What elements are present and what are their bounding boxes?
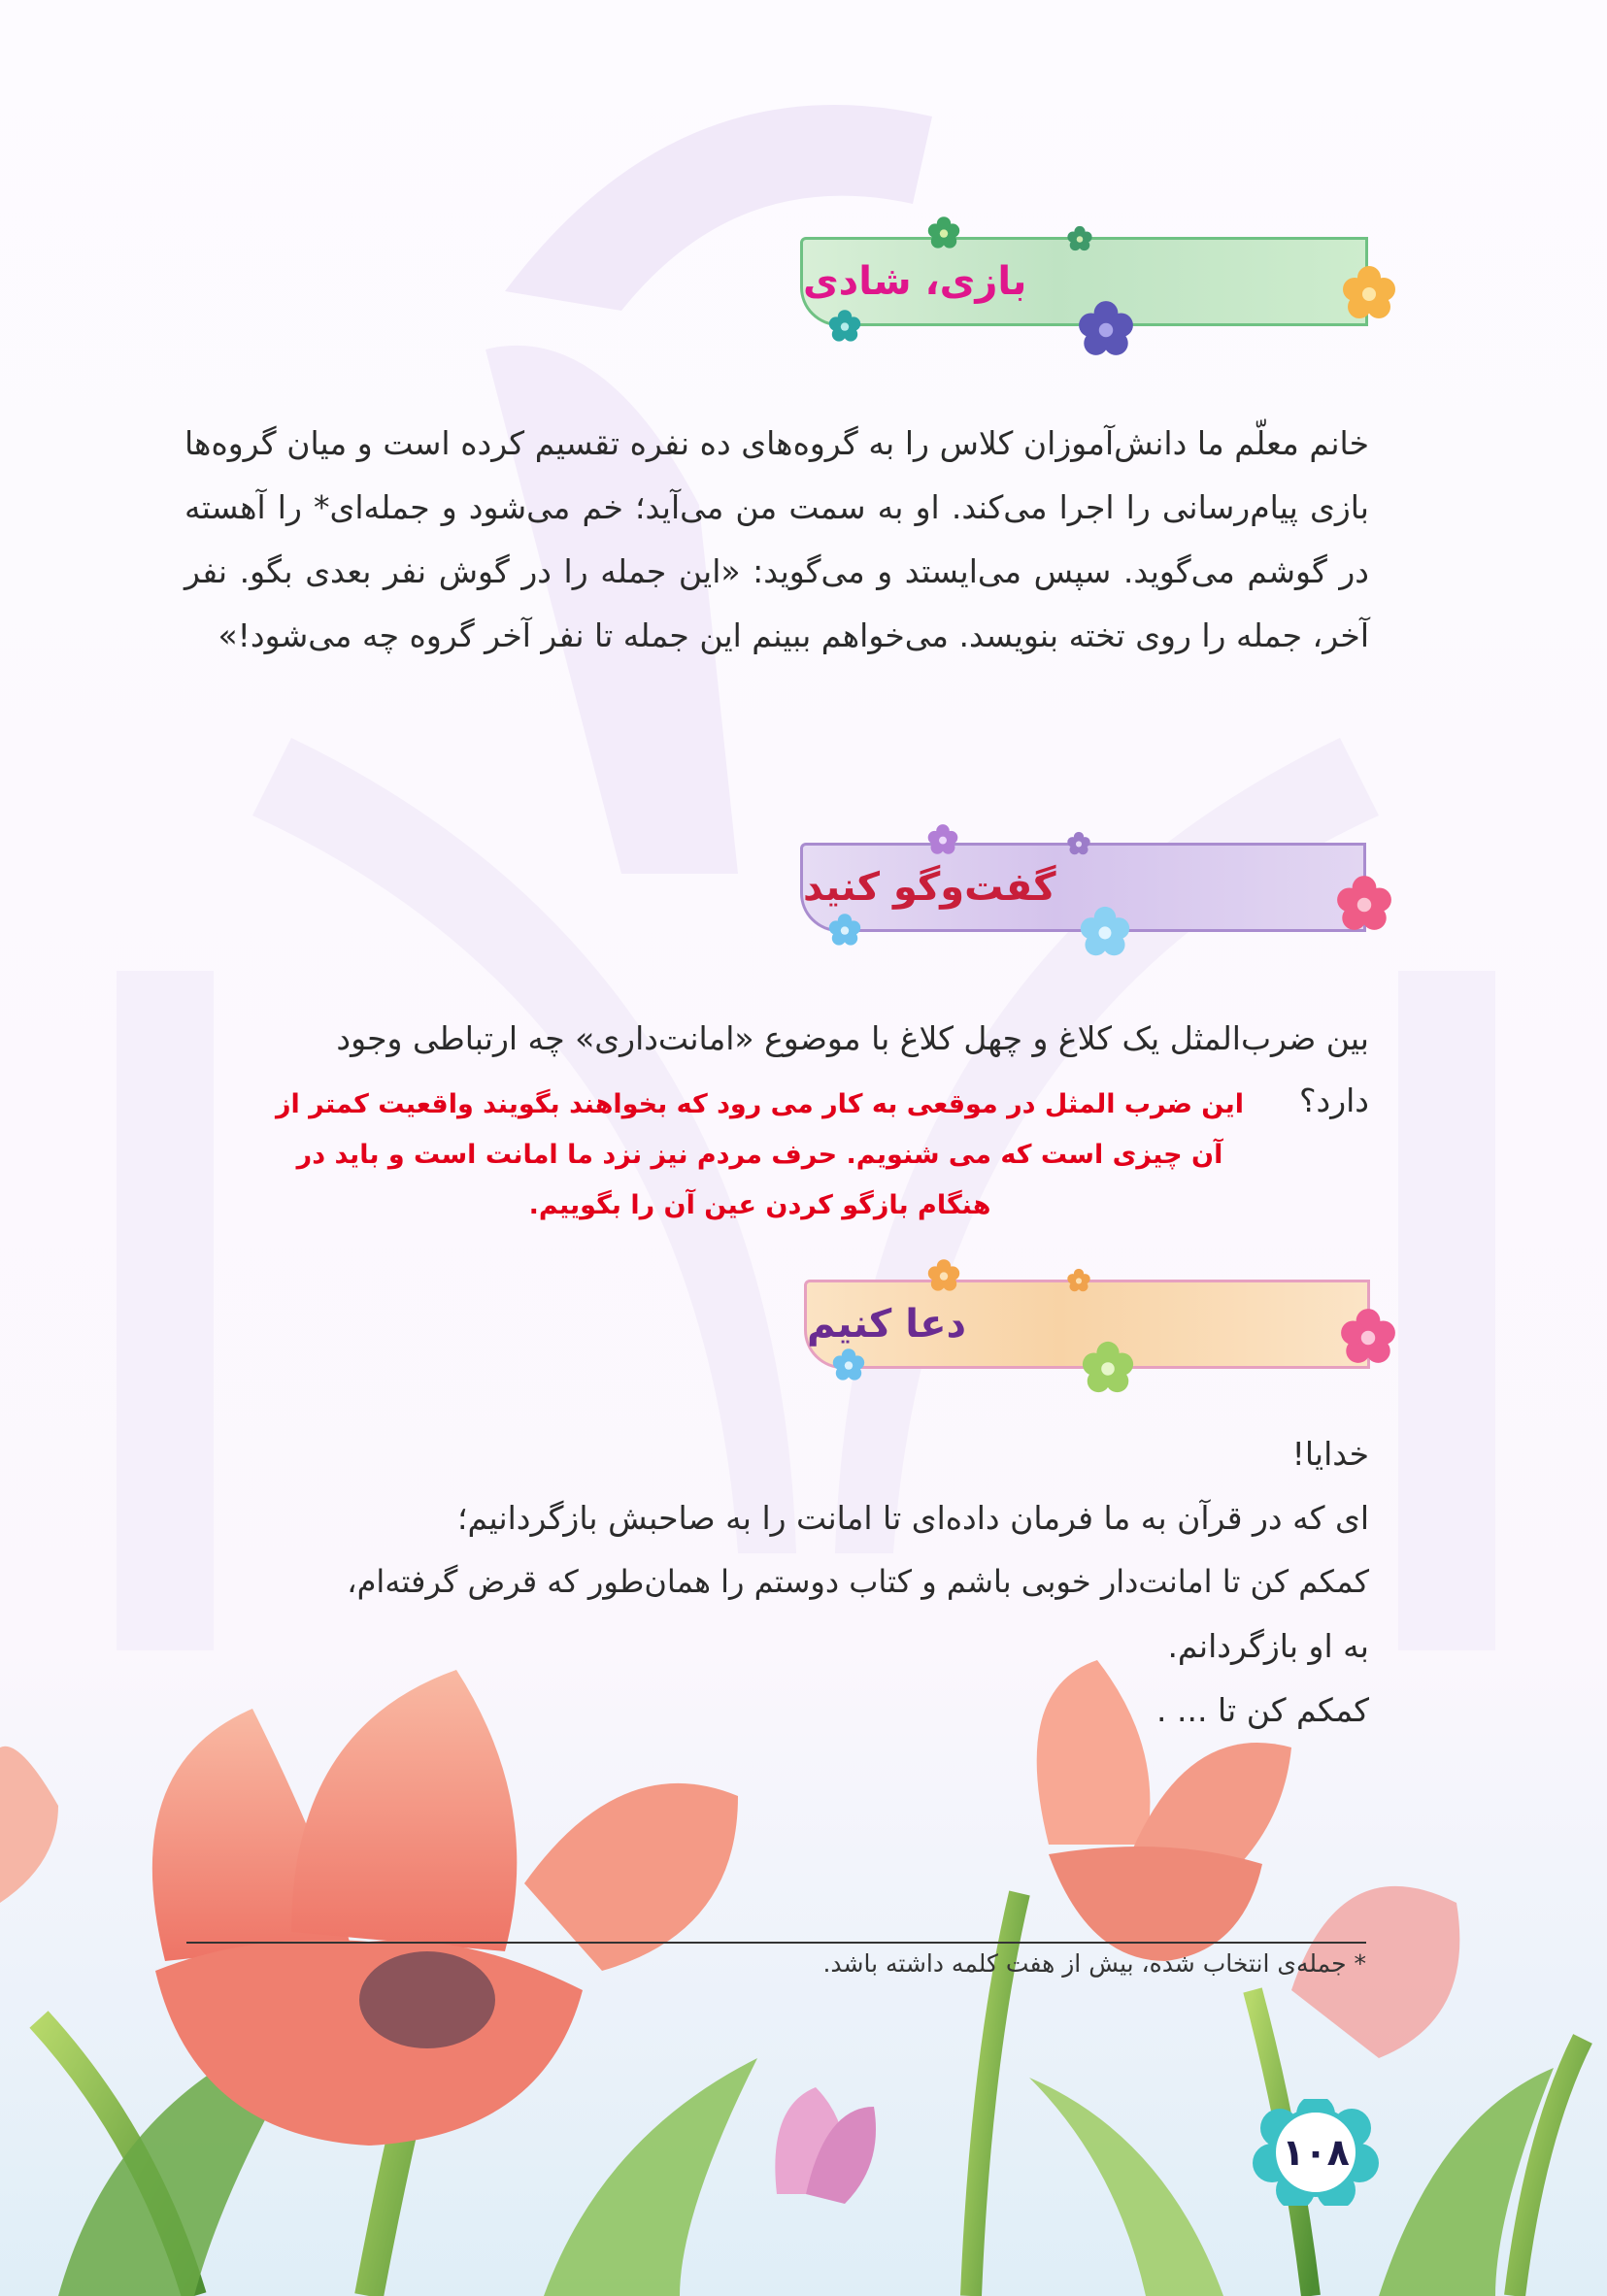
flower-icon	[1066, 225, 1093, 252]
flower-icon	[1340, 264, 1398, 322]
flower-icon	[1334, 874, 1394, 934]
flower-icon	[827, 913, 862, 948]
discussion-question-line-1: بین ضرب‌المثل یک کلاغ و چهل کلاغ با موضوع «امانت‌داری» چه ارتباطی وجود	[336, 1019, 1369, 1057]
game-paragraph: خانم معلّم ما دانش‌آموزان کلاس را به گروه‌های ده نفره تقسیم کرده است و میان گروه‌ها بازی پیام‌رسانی را اجرا می‌کند. او به سمت من می‌آید؛ خم می‌شود و جمله‌ای* را آهسته در گوشم می‌گوید. سپس می‌ایستد و می‌گوید: «این جمله را در گوش نفر بعدی بگو. نفر آخر، جمله را روی تخته بنویسد. می‌خواهم ببینم این جمله تا نفر آخر گروه چه می‌شود!»	[184, 424, 1369, 654]
flower-icon	[926, 216, 961, 250]
discussion-section-title: گفت‌وگو کنید	[803, 865, 1056, 910]
discussion-question-line-2: دارد؟	[1298, 1081, 1369, 1119]
prayer-line: به او بازگردانم.	[1167, 1627, 1369, 1665]
prayer-line: کمکم کن تا امانت‌دار خوبی باشم و کتاب دوستم را همان‌طور که قرض گرفته‌ام،	[347, 1563, 1369, 1600]
footnote-divider	[186, 1942, 1366, 1944]
flower-icon	[1076, 299, 1136, 359]
page-number: ۱۰۸	[1271, 2108, 1360, 2197]
flower-icon	[1078, 905, 1132, 959]
flower-icon	[1338, 1307, 1398, 1367]
prayer-line: ای که در قرآن به ما فرمان داده‌ای تا امانت را به صاحبش بازگردانیم؛	[457, 1499, 1369, 1537]
discussion-answer: این ضرب المثل در موقعی به کار می رود که بخواهند بگویند واقعیت کمتر از آن چیزی است که می شنویم. حرف مردم نیز نزد ما امانت است و باید در هنگام بازگو کردن عین آن را بگوییم.	[275, 1089, 1244, 1220]
flower-icon	[926, 1258, 961, 1293]
flower-icon	[827, 309, 862, 344]
prayer-line: خدایا!	[1291, 1435, 1369, 1473]
flower-icon	[1066, 831, 1091, 856]
flower-icon	[1080, 1340, 1136, 1396]
page-number-badge	[1243, 2099, 1389, 2206]
flower-icon	[926, 823, 959, 856]
flower-icon	[1066, 1268, 1091, 1293]
footnote: * جمله‌ی انتخاب شده، بیش از هفت کلمه داشته باشد.	[822, 1949, 1366, 1978]
prayer-line: کمکم کن تا ... .	[1156, 1691, 1369, 1729]
game-section-title: بازی، شادی	[803, 259, 1027, 304]
flower-icon	[831, 1348, 866, 1382]
prayer-section-title: دعا کنیم	[807, 1302, 967, 1347]
